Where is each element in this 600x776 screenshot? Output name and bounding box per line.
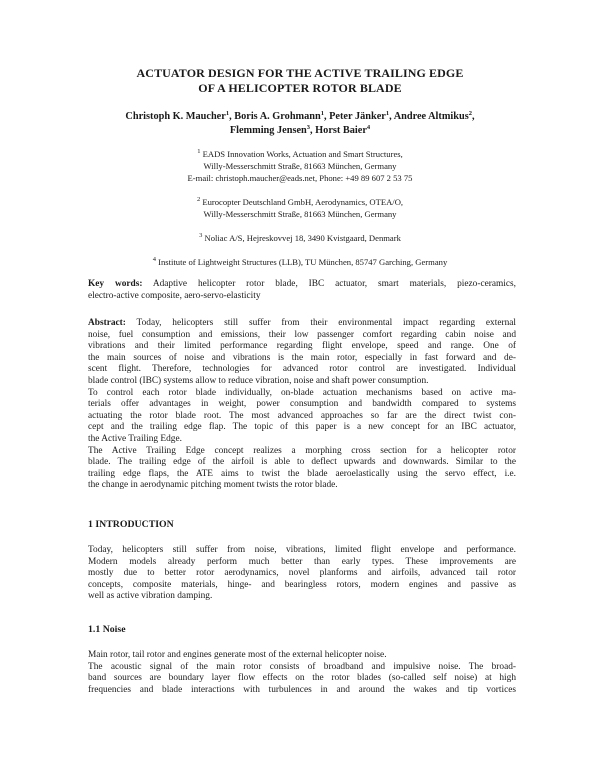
keywords-label: Key words: <box>88 279 143 289</box>
abstract-line: To control each rotor blade individually, on-blade actuation mechanisms based on active ma- <box>88 387 516 398</box>
paragraph-line: Today, helicopters still suffer from noise, vibrations, limited flight envelope and performance. <box>88 545 516 555</box>
abstract-line: the change in aerodynamic pitching moment twists the rotor blade. <box>88 480 338 491</box>
affiliation-text: Institute of Lightweight Structures (LLB), TU München, 85747 Garching, Germany <box>158 257 448 267</box>
abstract-line: Today, helicopters still suffer from their environmental impact regarding external <box>136 318 516 328</box>
paragraph-line: band sources are boundary layer flow effects on the rotor blades (so-called self noise) at high <box>88 673 516 684</box>
abstract <box>88 318 516 492</box>
paper-title <box>60 66 540 96</box>
abstract-line: the main sources of noise and vibrations is the main rotor, especially in fast forward and de- <box>88 352 516 363</box>
abstract-line: noise, fuel consumption and emissions, their low passenger comfort regarding cabin noise and <box>88 329 516 340</box>
affiliation-3 <box>100 232 500 244</box>
author-name: Horst Baier <box>315 125 367 136</box>
abstract-line: The Active Trailing Edge concept realizes a morphing cross section for a helicopter rotor <box>88 445 516 456</box>
affiliation-4 <box>100 256 500 268</box>
abstract-line: terials offer advantages in weight, power consumption and bandwidth compared to systems <box>88 399 516 410</box>
title-line-2: OF A HELICOPTER ROTOR BLADE <box>198 81 402 95</box>
author-affiliation-mark: 1 <box>225 110 230 117</box>
keywords <box>88 279 516 302</box>
author-name: Christoph K. Maucher <box>125 111 226 122</box>
author-affiliation-mark: 1 <box>385 110 390 117</box>
author-affiliation-mark: 2 <box>468 110 472 117</box>
author-name: Andree Altmikus <box>393 111 469 122</box>
author-affiliation-mark: 1 <box>320 110 324 117</box>
abstract-line: actuating the rotor blade root. The most advanced approaches so far are the direct twist con- <box>88 410 516 421</box>
affiliation-text: Eurocopter Deutschland GmbH, Aerodynamics, OTEA/O, <box>202 197 404 207</box>
affiliation-text: EADS Innovation Works, Actuation and Smart Structures, <box>202 149 403 159</box>
paragraph-line: well as active vibration damping. <box>88 591 213 602</box>
abstract-line: cept and the trailing edge flap. The topic of this paper is a new concept for an IBC actuator, <box>88 422 516 433</box>
abstract-line: trailing edge flaps, the ATE aims to twist the blade aeroelastically using the servo effect, i.e. <box>88 468 516 479</box>
affiliation-mark: 4 <box>152 256 156 263</box>
abstract-line: scent flight. Therefore, technologies for advanced rotor control are investigated. Individual <box>88 364 516 375</box>
abstract-line: the Active Trailing Edge. <box>88 433 182 444</box>
affiliation-1 <box>100 148 500 184</box>
affiliation-mark: 3 <box>199 232 203 239</box>
abstract-line: blade control (IBC) systems allow to reduce vibration, noise and shaft power consumption. <box>88 375 429 386</box>
paragraph-line: mostly due to better rotor aerodynamics, novel planforms and airfoils, advanced tail rotor <box>88 568 516 579</box>
section-heading-noise: 1.1 Noise <box>88 624 126 635</box>
author-name: Flemming Jensen <box>229 125 307 136</box>
noise-paragraph <box>88 650 516 696</box>
keywords-text: Adaptive helicopter rotor blade, IBC actuator, smart materials, piezo-ceramics, <box>152 279 516 289</box>
affiliation-2 <box>100 196 500 220</box>
affiliation-text: Willy-Messerschmitt Straße, 81663 München, Germany <box>203 161 397 171</box>
affiliation-mark: 2 <box>196 196 201 203</box>
affiliation-mark: 1 <box>197 148 201 155</box>
title-line-1: ACTUATOR DESIGN FOR THE ACTIVE TRAILING EDGE <box>136 66 464 80</box>
abstract-line: vibrations and their limited performance regarding flight envelope, speed and range. One of <box>88 341 516 352</box>
author-list: Christoph K. Maucher$^1$, Boris A. Grohmann$^1$, Peter Jänker$^1$, Andree Altmikus$^2$, Flemming Jensen$^3$, Horst Baier$^4$ <box>125 110 475 136</box>
introduction-paragraph <box>88 545 516 603</box>
keywords-text: electro-active composite, aero-servo-elasticity <box>88 290 261 301</box>
affiliation-contact: E-mail: christoph.maucher@eads.net, Phone: +49 89 607 2 53 75 <box>187 173 413 183</box>
author-name: Boris A. Grohmann <box>234 111 321 122</box>
author-affiliation-mark: 4 <box>366 124 371 131</box>
paragraph-line: The acoustic signal of the main rotor consists of broadband and impulsive noise. The broad- <box>88 661 516 672</box>
paragraph-line: frequencies and blade interactions with turbulences in and around the wakes and tip vortices <box>88 684 516 695</box>
affiliation-text: Noliac A/S, Hejreskovvej 18, 3490 Kvistgaard, Denmark <box>204 233 401 243</box>
abstract-label: Abstract: <box>88 318 126 328</box>
abstract-line: blade. The trailing edge of the airfoil is able to deflect upwards and downwards. Similar to the <box>88 457 516 468</box>
author-affiliation-mark: 3 <box>306 124 310 131</box>
paragraph-line: concepts, composite materials, hinge- and bearingless rotors, modern engines and passive as <box>88 579 516 590</box>
author-name: Peter Jänker <box>329 111 386 122</box>
paragraph-line: Main rotor, tail rotor and engines generate most of the external helicopter noise. <box>88 650 387 660</box>
affiliation-text: Willy-Messerschmitt Straße, 81663 München, Germany <box>203 209 397 219</box>
paragraph-line: Modern models already perform much better than early types. These improvements are <box>88 556 516 567</box>
section-heading-introduction: 1 INTRODUCTION <box>88 519 174 530</box>
